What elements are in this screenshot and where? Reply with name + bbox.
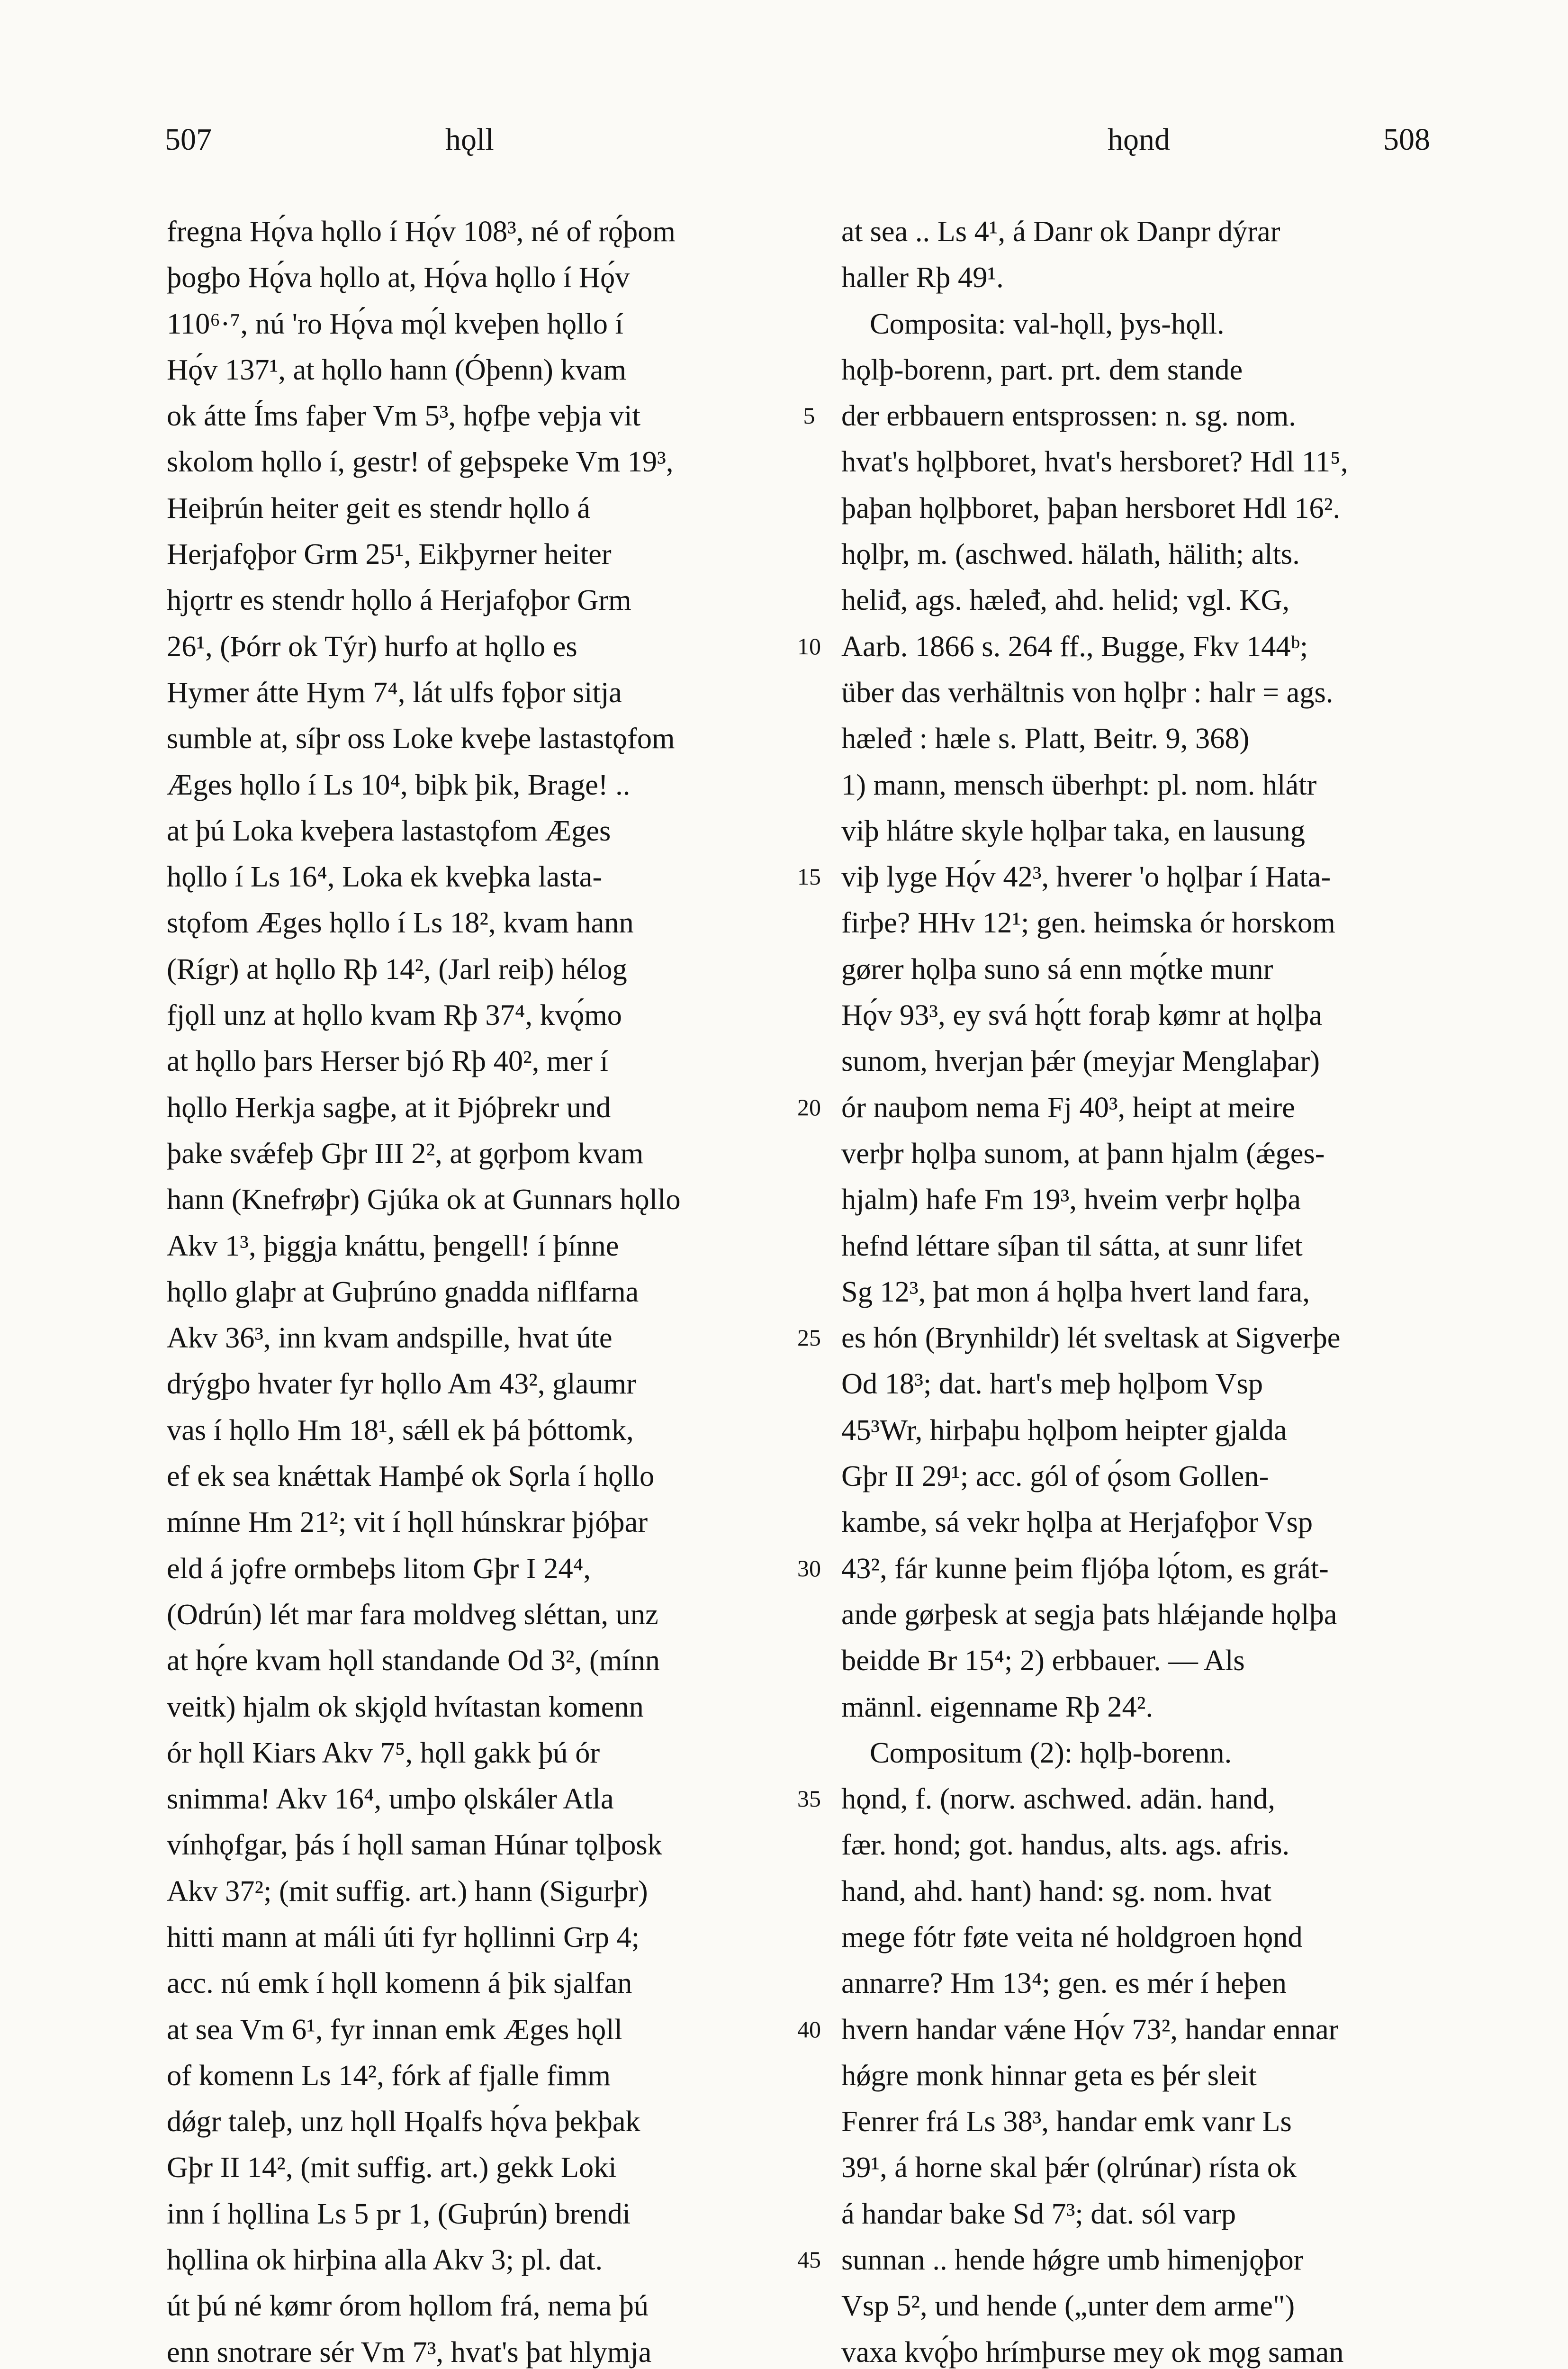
text-line: hæleđ : hæle s. Platt, Beitr. 9, 368) [841, 722, 1250, 755]
text-line: 43², fár kunne þeim fljóþa lǫ́tom, es grát- [841, 1552, 1329, 1585]
text-line: hǫnd, f. (norw. aschwed. adän. hand, [841, 1782, 1275, 1816]
text-line: Hymer átte Hym 7⁴, lát ulfs fǫþor sitja [167, 676, 622, 709]
text-line: der erbbauern entsprossen: n. sg. nom. [841, 399, 1296, 433]
text-line: at sea .. Ls 4¹, á Danr ok Danpr dýrar [841, 215, 1280, 248]
text-line: 39¹, á horne skal þǽr (ǫlrúnar) rísta ok [841, 2151, 1297, 2184]
text-line: at hǫ́re kvam hǫll standande Od 3², (mínn [167, 1644, 660, 1677]
text-line: verþr hǫlþa sunom, at þann hjalm (ǽges- [841, 1137, 1325, 1170]
text-line: snimma! Akv 16⁴, umþo ǫlskáler Atla [167, 1782, 614, 1816]
text-line: at sea Vm 6¹, fyr innan emk Æges hǫll [167, 2013, 622, 2046]
text-line: hand, ahd. hant) hand: sg. nom. hvat [841, 1874, 1271, 1908]
text-line: 26¹, (Þórr ok Týr) hurfo at hǫllo es [167, 630, 577, 663]
text-line: hǫllina ok hirþina alla Akv 3; pl. dat. [167, 2243, 603, 2277]
text-line: 110⁶·⁷, nú 'ro Hǫ́va mǫ́l kveþen hǫllo í [167, 307, 623, 340]
text-line: fær. hond; got. handus, alts. ags. afris. [841, 1828, 1290, 1862]
text-line: acc. nú emk í hǫll komenn á þik sjalfan [167, 1967, 632, 2000]
line-number: 15 [797, 863, 821, 890]
line-number: 45 [797, 2246, 821, 2273]
text-line: vaxa kvǫ́þo hrímþurse mey ok mǫg saman [841, 2335, 1344, 2369]
text-line: hǫlþ-borenn, part. prt. dem stande [841, 353, 1243, 386]
text-line: Aarb. 1866 s. 264 ff., Bugge, Fkv 144ᵇ; [841, 630, 1308, 663]
text-line: ór hǫll Kiars Akv 7⁵, hǫll gakk þú ór [167, 1736, 600, 1769]
text-line: ór nauþom nema Fj 40³, heipt at meire [841, 1091, 1295, 1124]
text-line: hǫlþr, m. (aschwed. hälath, hälith; alts. [841, 538, 1300, 571]
text-line: Vsp 5², und hende („unter dem arme") [841, 2289, 1295, 2323]
text-line: ande gørþesk at segja þats hlǽjande hǫlþa [841, 1598, 1337, 1631]
text-line: skolom hǫllo í, gestr! of geþspeke Vm 19³, [167, 445, 674, 479]
text-line: haller Rþ 49¹. [841, 261, 1004, 294]
text-line: beidde Br 15⁴; 2) erbbauer. — Als [841, 1644, 1245, 1677]
text-line: hann (Knefrøþr) Gjúka ok at Gunnars hǫllo [167, 1183, 681, 1216]
text-line: viþ lyge Hǫ́v 42³, hverer 'o hǫlþar í Hata- [841, 860, 1331, 894]
text-line: hǫllo Herkja sagþe, at it Þjóþrekr und [167, 1091, 611, 1124]
text-line: (Rígr) at hǫllo Rþ 14², (Jarl reiþ) hélog [167, 952, 627, 986]
text-line: fregna Hǫ́va hǫllo í Hǫ́v 108³, né of rǫ́þom [167, 215, 676, 248]
text-line: heliđ, ags. hæleđ, ahd. helid; vgl. KG, [841, 584, 1290, 617]
text-line: sunnan .. hende hǿgre umb himenjǫþor [841, 2243, 1304, 2277]
line-number: 40 [797, 2016, 821, 2043]
text-line: Hǫ́v 93³, ey svá hǫ́tt foraþ kømr at hǫlþa [841, 999, 1323, 1032]
text-line: Gþr II 29¹; acc. gól of ǫ́som Gollen- [841, 1460, 1269, 1493]
text-line: Akv 1³, þiggja knáttu, þengell! í þínne [167, 1229, 619, 1262]
line-number: 30 [797, 1555, 821, 1582]
line-number: 10 [797, 633, 821, 660]
text-line: Akv 36³, inn kvam andspille, hvat úte [167, 1321, 613, 1355]
text-line: enn snotrare sér Vm 7³, hvat's þat hlymja [167, 2335, 652, 2369]
text-line: hvern handar vǽne Hǫ́v 73², handar ennar [841, 2013, 1339, 2046]
right-page-number: 508 [1383, 122, 1430, 157]
text-line: at þú Loka kveþera lastastǫfom Æges [167, 814, 611, 847]
text-line: hjalm) hafe Fm 19³, hveim verþr hǫlþa [841, 1183, 1301, 1216]
text-line: út þú né kømr órom hǫllom frá, nema þú [167, 2289, 649, 2323]
text-line: 1) mann, mensch überhpt: pl. nom. hlátr [841, 768, 1317, 801]
text-line: drýgþo hvater fyr hǫllo Am 43², glaumr [167, 1367, 636, 1401]
text-line: 45³Wr, hirþaþu hǫlþom heipter gjalda [841, 1413, 1287, 1447]
text-line: mínne Hm 21²; vit í hǫll húnskrar þjóþar [167, 1506, 648, 1539]
text-line: hefnd léttare síþan til sátta, at sunr lifet [841, 1229, 1303, 1262]
text-line: Heiþrún heiter geit es stendr hǫllo á [167, 491, 591, 524]
text-line: hǫllo glaþr at Guþrúno gnadda niflfarna [167, 1275, 639, 1308]
text-line: vínhǫfgar, þás í hǫll saman Húnar tǫlþosk [167, 1828, 662, 1862]
text-line: inn í hǫllina Ls 5 pr 1, (Guþrún) brendi [167, 2197, 631, 2230]
text-line: sumble at, síþr oss Loke kveþe lastastǫfom [167, 722, 675, 755]
text-line: Herjafǫþor Grm 25¹, Eikþyrner heiter [167, 538, 612, 571]
text-line: Hǫ́v 137¹, at hǫllo hann (Óþenn) kvam [167, 353, 626, 386]
text-line: á handar bake Sd 7³; dat. sól varp [841, 2197, 1236, 2230]
text-line: hjǫrtr es stendr hǫllo á Herjafǫþor Grm [167, 584, 631, 617]
text-line: þogþo Hǫ́va hǫllo at, Hǫ́va hǫllo í Hǫ́v [167, 261, 630, 294]
text-line: Composita: val-hǫll, þys-hǫll. [870, 307, 1225, 340]
text-line: hvat's hǫlþboret, hvat's hersboret? Hdl 11⁵, [841, 445, 1348, 479]
text-line: es hón (Brynhildr) lét sveltask at Sigverþe [841, 1321, 1341, 1355]
text-line: mege fótr føte veita né holdgroen hǫnd [841, 1920, 1303, 1953]
right-running-head: hǫnd [1108, 122, 1170, 157]
left-text-column [167, 208, 783, 2369]
text-line: Fenrer frá Ls 38³, handar emk vanr Ls [841, 2105, 1292, 2138]
text-line: dǿgr taleþ, unz hǫll Hǫalfs hǫ́va þekþak [167, 2105, 640, 2138]
text-line: veitk) hjalm ok skjǫld hvítastan komenn [167, 1690, 644, 1723]
text-line: männl. eigenname Rþ 24². [841, 1690, 1153, 1723]
text-line: Akv 37²; (mit suffig. art.) hann (Sigurþr) [167, 1874, 648, 1908]
text-line: (Odrún) lét mar fara moldveg sléttan, unz [167, 1598, 658, 1631]
text-line: stǫfom Æges hǫllo í Ls 18², kvam hann [167, 906, 634, 940]
text-line: gører hǫlþa suno sá enn mǫ́tke munr [841, 952, 1273, 986]
line-number: 25 [797, 1324, 821, 1351]
text-line: sunom, hverjan þǽr (meyjar Menglaþar) [841, 1045, 1320, 1078]
line-number: 20 [797, 1094, 821, 1121]
left-page-number: 507 [165, 122, 212, 157]
text-line: Sg 12³, þat mon á hǫlþa hvert land fara, [841, 1275, 1310, 1308]
text-line: hǫllo í Ls 16⁴, Loka ek kveþka lasta- [167, 860, 603, 894]
right-text-column [841, 208, 1457, 2369]
left-running-head: hǫll [445, 122, 494, 157]
text-line: Od 18³; dat. hart's meþ hǫlþom Vsp [841, 1367, 1263, 1401]
text-line: þake svǽfeþ Gþr III 2², at gǫrþom kvam [167, 1137, 644, 1170]
text-line: firþe? HHv 12¹; gen. heimska ór horskom [841, 906, 1335, 940]
text-line: fjǫll unz at hǫllo kvam Rþ 37⁴, kvǫ́mo [167, 999, 622, 1032]
text-line: hǿgre monk hinnar geta es þér sleit [841, 2059, 1257, 2092]
text-line: ef ek sea knǽttak Hamþé ok Sǫrla í hǫllo [167, 1460, 655, 1493]
text-line: ok átte Íms faþer Vm 5³, hǫfþe veþja vit [167, 399, 640, 433]
text-line: vas í hǫllo Hm 18¹, sǽll ek þá þóttomk, [167, 1413, 634, 1447]
text-line: at hǫllo þars Herser bjó Rþ 40², mer í [167, 1045, 608, 1078]
text-line: þaþan hǫlþboret, þaþan hersboret Hdl 16². [841, 491, 1341, 524]
text-line: eld á jǫfre ormbeþs litom Gþr I 24⁴, [167, 1552, 591, 1585]
text-line: Æges hǫllo í Ls 10⁴, biþk þik, Brage! .. [167, 768, 631, 801]
text-line: of komenn Ls 14², fórk af fjalle fimm [167, 2059, 611, 2092]
text-line: hitti mann at máli úti fyr hǫllinni Grp 4; [167, 1920, 640, 1953]
text-line: annarre? Hm 13⁴; gen. es mér í heþen [841, 1967, 1287, 2000]
text-line: über das verhältnis von hǫlþr : halr = ags. [841, 676, 1334, 709]
line-number: 35 [797, 1785, 821, 1812]
text-line: kambe, sá vekr hǫlþa at Herjafǫþor Vsp [841, 1506, 1313, 1539]
line-number: 5 [803, 402, 815, 429]
text-line: Gþr II 14², (mit suffig. art.) gekk Loki [167, 2151, 617, 2184]
text-line: Compositum (2): hǫlþ-borenn. [870, 1736, 1232, 1769]
text-line: viþ hlátre skyle hǫlþar taka, en lausung [841, 814, 1305, 847]
